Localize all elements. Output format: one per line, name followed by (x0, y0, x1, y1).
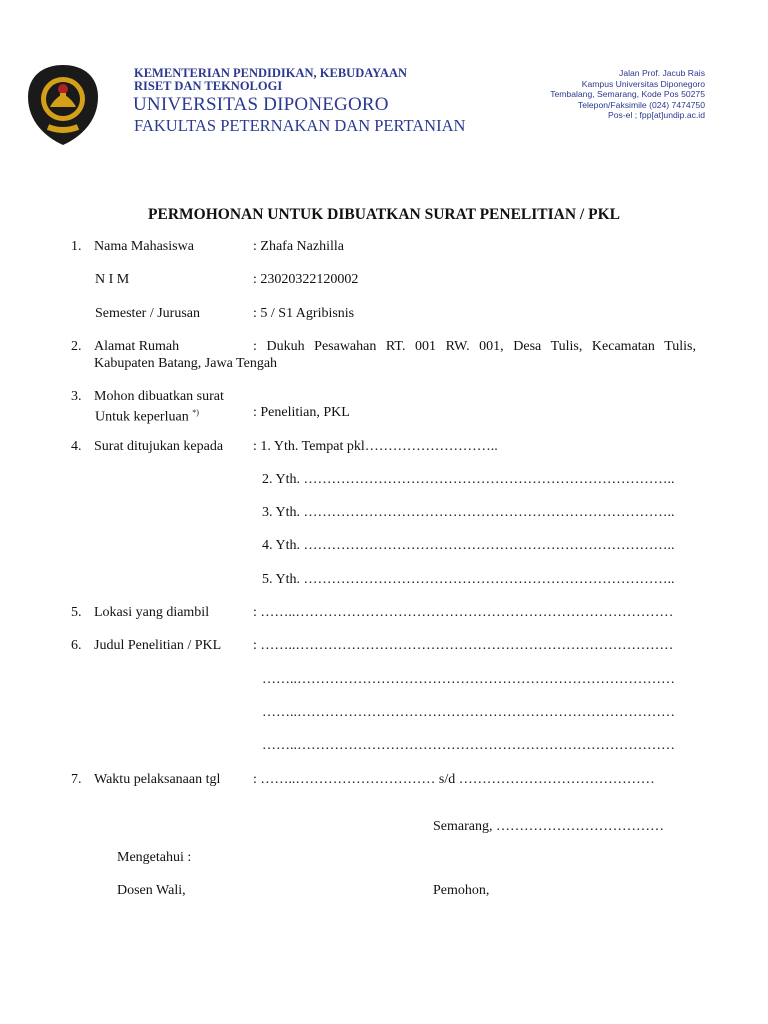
dosen-wali-label: Dosen Wali, (117, 883, 186, 898)
item-number: 2. (71, 339, 82, 354)
judul-value-2: ……..……………………………………………………………………… (262, 672, 675, 687)
surat-label: Surat ditujukan kepada (94, 439, 224, 454)
semester-label: Semester / Jurusan (95, 306, 200, 321)
surat-recipient-3: 3. Yth. …………………………………………………………………….. (262, 505, 675, 520)
nim-value: : 23020322120002 (253, 272, 359, 287)
faculty-name: FAKULTAS PETERNAKAN DAN PERTANIAN (134, 116, 466, 135)
alamat-value-line2: Kabupaten Batang, Jawa Tengah (94, 356, 278, 371)
ministry-line1: KEMENTERIAN PENDIDIKAN, KEBUDAYAAN (134, 66, 408, 80)
surat-recipient-2: 2. Yth. …………………………………………………………………….. (262, 472, 675, 487)
form-title: PERMOHONAN UNTUK DIBUATKAN SURAT PENELITIAN / PKL (148, 206, 620, 223)
nama-label: Nama Mahasiswa (94, 239, 194, 254)
item-number: 6. (71, 638, 82, 653)
footnote-marker: *) (192, 408, 199, 417)
contact-block (550, 68, 705, 121)
alamat-label: Alamat Rumah (94, 339, 180, 354)
mohon-value: : Penelitian, PKL (253, 405, 350, 420)
alamat-value-line1: : Dukuh Pesawahan RT. 001 RW. 001, Desa Tulis, Kecamatan Tulis, (253, 339, 696, 354)
judul-label: Judul Penelitian / PKL (94, 638, 222, 653)
contact-email: Pos-el ; fpp[at]undip.ac.id (608, 110, 705, 121)
surat-recipient-5: 5. Yth. …………………………………………………………………….. (262, 572, 675, 587)
nim-label: N I M (95, 272, 130, 287)
lokasi-label: Lokasi yang diambil (94, 605, 210, 620)
item-number: 7. (71, 772, 82, 787)
university-name: UNIVERSITAS DIPONEGORO (133, 94, 389, 115)
contact-phone: Telepon/Faksimile (024) 7474750 (577, 99, 705, 110)
mohon-label-line2 (95, 404, 199, 426)
nama-value: : Zhafa Nazhilla (253, 239, 344, 254)
surat-recipient-1: : 1. Yth. Tempat pkl……………………….. (253, 439, 498, 454)
judul-value-3: ……..……………………………………………………………………… (262, 705, 675, 720)
university-logo (26, 63, 100, 147)
contact-campus: Kampus Universitas Diponegoro (581, 78, 705, 89)
mengetahui-label: Mengetahui : (117, 850, 192, 865)
item-number: 1. (71, 239, 82, 254)
mohon-label-line1: Mohon dibuatkan surat (94, 389, 224, 404)
judul-value-4: ……..……………………………………………………………………… (262, 738, 675, 753)
waktu-label: Waktu pelaksanaan tgl (94, 772, 221, 787)
place-date: Semarang, ……………………………… (433, 819, 664, 834)
ministry-line2: RISET DAN TEKNOLOGI (134, 79, 283, 93)
mohon-label-text: Untuk keperluan (95, 409, 189, 425)
pemohon-label: Pemohon, (433, 883, 490, 898)
item-number: 5. (71, 605, 82, 620)
waktu-value: : ……..………………………… s/d …………………………………… (253, 772, 655, 787)
contact-city: Tembalang, Semarang, Kode Pos 50275 (550, 89, 705, 100)
item-number: 4. (71, 439, 82, 454)
surat-recipient-4: 4. Yth. …………………………………………………………………….. (262, 538, 675, 553)
item-number: 3. (71, 389, 82, 404)
judul-value-1: : ……..……………………………………………………………………… (253, 638, 674, 653)
contact-address: Jalan Prof. Jacub Rais (619, 68, 705, 78)
semester-value: : 5 / S1 Agribisnis (253, 306, 355, 321)
lokasi-value: : ……..……………………………………………………………………… (253, 605, 674, 620)
